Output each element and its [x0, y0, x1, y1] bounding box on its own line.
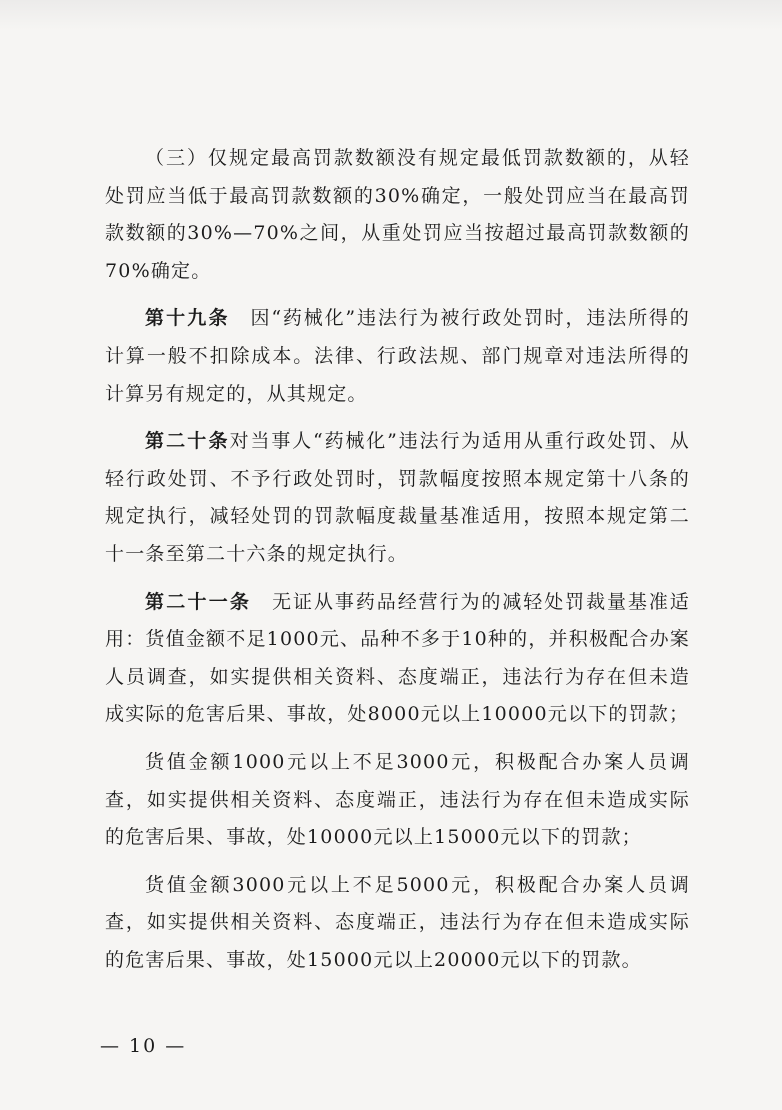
article-20	[105, 423, 690, 573]
paragraph-text: 货值金额1000元以上不足3000元，积极配合办案人员调查，如实提供相关资料、态度端正，违法行为存在但未造成实际的危害后果、事故，处10000元以上15000元以下的罚款；	[105, 750, 690, 849]
article-20-body: 对当事人“药械化”违法行为适用从重行政处罚、从轻行政处罚、不予行政处罚时，罚款幅度按照本规定第十八条的规定执行，减轻处罚的罚款幅度裁量基准适用，按照本规定第二十一条至第二十六条的规定执行。	[105, 430, 690, 565]
page-number: — 10 —	[100, 1035, 187, 1057]
paragraph-text: （三）仅规定最高罚款数额没有规定最低罚款数额的，从轻处罚应当低于最高罚款数额的30%确定，一般处罚应当在最高罚款数额的30%—70%之间，从重处罚应当按超过最高罚款数额的70%确定。	[105, 147, 690, 282]
paragraph-item-3	[105, 140, 690, 290]
article-21-title: 第二十一条	[145, 590, 252, 613]
paragraph-tier-3	[105, 867, 690, 980]
paragraph-text: 货值金额3000元以上不足5000元，积极配合办案人员调查，如实提供相关资料、态度端正，违法行为存在但未造成实际的危害后果、事故，处15000元以上20000元以下的罚款。	[105, 873, 690, 971]
article-21-body: 无证从事药品经营行为的减轻处罚裁量基准适用：货值金额不足1000元、品种不多于10种的，并积极配合办案人员调查，如实提供相关资料、态度端正，违法行为存在但未造成实际的危害后果、事故，处8000元以上10000元以下的罚款；	[105, 590, 690, 726]
article-19-body: 因“药械化”违法行为被行政处罚时，违法所得的计算一般不扣除成本。法律、行政法规、部门规章对违法所得的计算另有规定的，从其规定。	[105, 307, 690, 405]
article-19	[105, 300, 690, 413]
article-19-title: 第十九条	[145, 307, 230, 330]
document-body	[105, 140, 690, 989]
article-21	[105, 584, 690, 734]
paragraph-tier-2	[105, 744, 690, 857]
scan-top-edge	[0, 0, 782, 30]
article-20-title: 第二十条	[145, 430, 230, 453]
